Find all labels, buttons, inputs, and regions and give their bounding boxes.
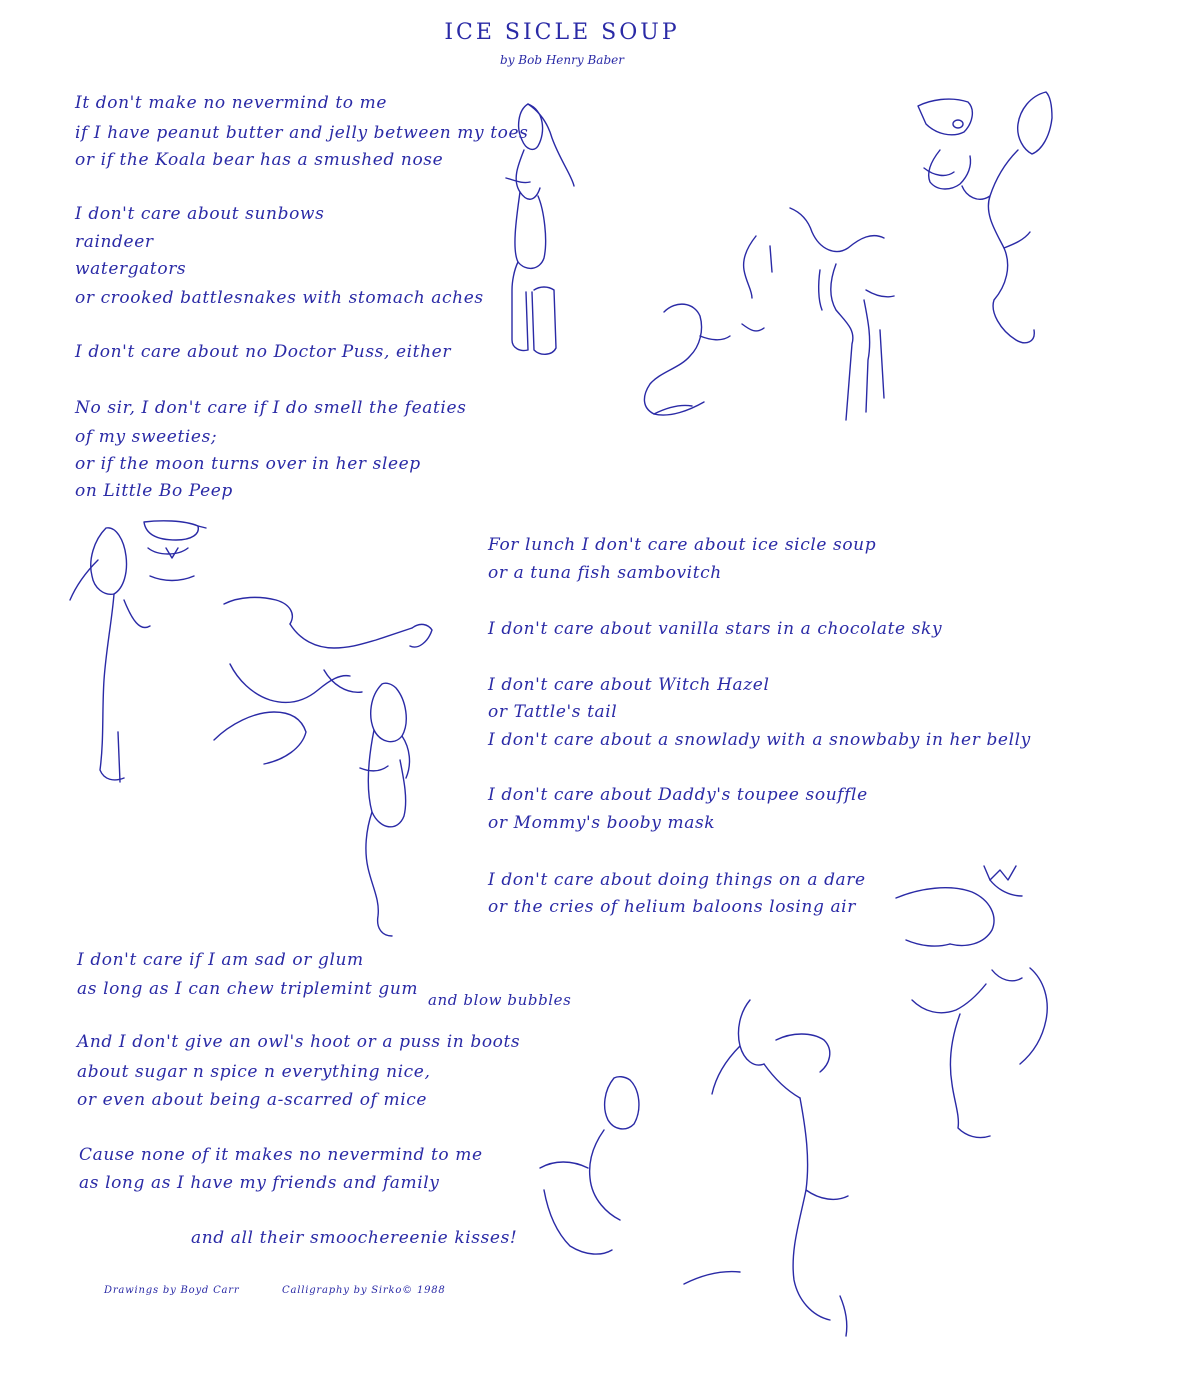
poem-line: No sir, I don't care if I do smell the featies bbox=[75, 398, 467, 418]
poem-line: if I have peanut butter and jelly between my toes bbox=[75, 123, 529, 143]
poem-line: I don't care about a snowlady with a snowbaby in her belly bbox=[488, 730, 1031, 750]
poem-line: It don't make no nevermind to me bbox=[75, 93, 387, 113]
poem-line: or Mommy's booby mask bbox=[488, 813, 716, 833]
winged-creature-drawing bbox=[896, 866, 1047, 1138]
poem-line: or if the Koala bear has a smushed nose bbox=[75, 150, 444, 170]
poem-line: or crooked battlesnakes with stomach aches bbox=[75, 288, 484, 308]
poem-line: I don't care about no Doctor Puss, either bbox=[75, 342, 452, 362]
poem-line: or if the moon turns over in her sleep bbox=[75, 454, 421, 474]
poem-line: raindeer bbox=[75, 232, 154, 252]
poem-line: I don't care about sunbows bbox=[75, 204, 325, 224]
poem-line: on Little Bo Peep bbox=[75, 481, 233, 501]
poem-line: or a tuna fish sambovitch bbox=[488, 563, 722, 583]
standing-figure-drawing bbox=[360, 683, 409, 936]
poem-byline: by Bob Henry Baber bbox=[500, 53, 624, 67]
cat-figures-drawing bbox=[918, 92, 1052, 343]
poem-line: I don't care about doing things on a dare bbox=[488, 870, 866, 890]
poem-line: or the cries of helium baloons losing air bbox=[488, 897, 856, 917]
poem-line: as long as I have my friends and family bbox=[79, 1173, 440, 1193]
woman-figure-drawing bbox=[506, 104, 574, 354]
poem-line: about sugar n spice n everything nice, bbox=[77, 1062, 431, 1082]
calligraphy-credit: Calligraphy by Sirko© 1988 bbox=[282, 1285, 446, 1296]
reindeer-drawing bbox=[644, 208, 894, 420]
poem-line: or Tattle's tail bbox=[488, 702, 618, 722]
poem-line: For lunch I don't care about ice sicle soup bbox=[488, 535, 877, 555]
poem-line: I don't care if I am sad or glum bbox=[77, 950, 364, 970]
poem-line: Cause none of it makes no nevermind to me bbox=[79, 1145, 483, 1165]
poem-line: of my sweeties; bbox=[75, 427, 218, 447]
poem-line: or even about being a-scarred of mice bbox=[77, 1090, 428, 1110]
poem-line: as long as I can chew triplemint gum bbox=[77, 979, 419, 999]
poem-line: I don't care about Witch Hazel bbox=[488, 675, 770, 695]
poem-line: I don't care about vanilla stars in a chocolate sky bbox=[488, 619, 943, 639]
poem-line: watergators bbox=[75, 259, 187, 279]
poem-closing-line: and all their smoochereenie kisses! bbox=[191, 1228, 518, 1248]
popsicle-drawing bbox=[70, 521, 206, 782]
dancing-figures-drawing bbox=[540, 1000, 848, 1336]
drawings-credit: Drawings by Boyd Carr bbox=[104, 1285, 240, 1296]
poem-title: ICE SICLE SOUP bbox=[444, 20, 680, 45]
poem-line: I don't care about Daddy's toupee souffle bbox=[488, 785, 868, 805]
poem-line: And I don't give an owl's hoot or a puss in boots bbox=[77, 1032, 521, 1052]
poem-aside: and blow bubbles bbox=[428, 991, 572, 1009]
